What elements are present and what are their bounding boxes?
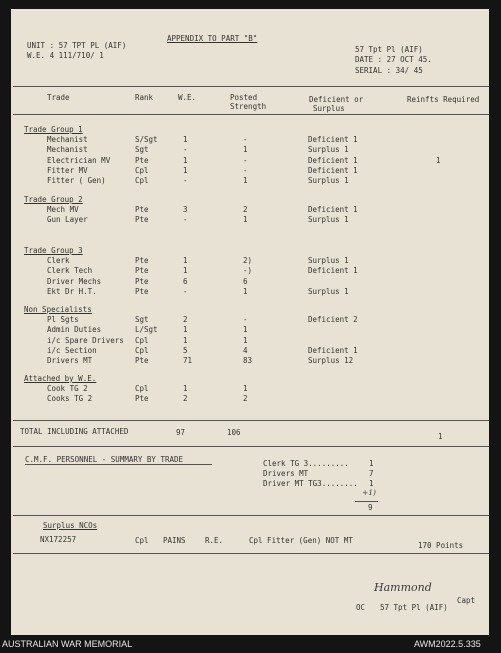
- surplus-rank: Cpl: [135, 536, 149, 545]
- summary-total: 9: [368, 503, 373, 512]
- row-status: Deficient 1: [308, 266, 358, 276]
- we-line: W.E. 4 111/710/ 1: [27, 51, 104, 60]
- row-trade: Drivers MT: [47, 356, 93, 365]
- row-we: 1: [183, 155, 188, 165]
- col-trade: Trade: [47, 93, 70, 102]
- row-we: 3: [183, 205, 188, 215]
- row-status: Surplus 12: [308, 356, 354, 365]
- surplus-desc: Cpl Fitter (Gen) NOT MT: [249, 536, 353, 545]
- col-surplus: Surplus: [313, 104, 345, 113]
- row-trade: Clerk Tech: [47, 266, 93, 276]
- row-we: 6: [183, 276, 188, 286]
- row-trade: Admin Duties: [47, 325, 102, 335]
- row-trade: Mechanist: [47, 145, 88, 155]
- row-status: Surplus 1: [308, 145, 349, 155]
- row-posted: -: [243, 155, 248, 165]
- row-rank: Cpl: [135, 345, 149, 355]
- row-posted: 2: [243, 394, 248, 404]
- row-rank: Cpl: [135, 176, 149, 185]
- row-status: Surplus 1: [308, 215, 349, 225]
- row-rank: S/Sgt: [135, 135, 158, 145]
- row-trade: Clerk: [47, 256, 70, 266]
- row-posted: 1: [243, 286, 248, 296]
- horizontal-rule: [13, 420, 489, 421]
- summary-title: C.M.F. PERSONNEL - SUMMARY BY TRADE: [25, 455, 184, 464]
- row-we: 1: [183, 256, 188, 266]
- row-rank: Pte: [135, 155, 149, 165]
- signature: Hammond: [374, 581, 432, 594]
- summary-value: 7: [369, 469, 374, 478]
- row-we: -: [183, 145, 188, 155]
- group-title: Trade Group 2: [24, 195, 83, 204]
- summary-value: 1: [369, 459, 374, 468]
- row-status: Deficient 2: [308, 315, 358, 325]
- header-unit: 57 Tpt Pl (AIF): [355, 45, 423, 54]
- row-status: Deficient 1: [308, 135, 358, 145]
- surplus-name: PAINS: [163, 536, 186, 545]
- row-posted: -): [243, 266, 253, 276]
- row-trade: Fitter ( Gen): [47, 176, 106, 185]
- row-trade: i/c Spare Drivers: [47, 335, 124, 345]
- row-trade: Cook TG 2: [47, 384, 88, 394]
- horizontal-rule: [13, 86, 489, 87]
- row-status: Surplus 1: [308, 256, 349, 266]
- row-we: 1: [183, 335, 188, 345]
- row-we: 1: [183, 135, 188, 145]
- row-we: 1: [183, 384, 188, 394]
- surplus-number: NX172257: [40, 535, 77, 544]
- signature-rank: Capt: [457, 596, 476, 605]
- col-deficient: Deficient or: [309, 95, 364, 104]
- row-rank: Sgt: [135, 145, 149, 155]
- row-trade: Mechanist: [47, 135, 88, 145]
- row-we: 5: [183, 345, 188, 355]
- row-we: 1: [183, 325, 188, 335]
- row-rank: Pte: [135, 266, 149, 276]
- row-reinf: 1: [436, 155, 441, 165]
- row-trade: i/c Section: [47, 345, 97, 355]
- row-rank: Pte: [135, 286, 149, 296]
- col-rank: Rank: [135, 93, 154, 102]
- col-posted: Posted: [230, 93, 258, 102]
- row-posted: -: [243, 315, 248, 325]
- horizontal-rule: [13, 446, 489, 447]
- row-we: 2: [183, 394, 188, 404]
- row-trade: Gun Layer: [47, 215, 88, 225]
- row-status: Deficient 1: [308, 155, 358, 165]
- row-rank: Cpl: [135, 165, 149, 175]
- total-reinf: 1: [438, 432, 443, 441]
- row-posted: 1: [243, 215, 248, 225]
- signature-oc: OC: [356, 603, 366, 612]
- row-posted: -: [243, 165, 248, 175]
- group-title: Trade Group 3: [24, 246, 83, 255]
- col-strength: Strength: [230, 102, 267, 111]
- row-rank: Pte: [135, 356, 149, 365]
- row-posted: 1: [243, 335, 248, 345]
- row-trade: Driver Mechs: [47, 276, 102, 286]
- row-trade: Mech MV: [47, 205, 79, 215]
- row-rank: L/Sgt: [135, 325, 158, 335]
- signature-unit: 57 Tpt Pl (AIF): [380, 603, 448, 612]
- row-we: 1: [183, 266, 188, 276]
- horizontal-rule: [25, 464, 212, 465]
- horizontal-rule: [355, 501, 378, 502]
- row-rank: Cpl: [135, 335, 149, 345]
- row-rank: Pte: [135, 215, 149, 225]
- summary-value: 1: [369, 479, 374, 488]
- row-we: -: [183, 286, 188, 296]
- row-posted: 1: [243, 384, 248, 394]
- row-posted: -: [243, 135, 248, 145]
- row-we: 2: [183, 315, 188, 325]
- row-we: 71: [183, 356, 193, 365]
- group-title: Trade Group 1: [24, 125, 83, 134]
- row-rank: Pte: [135, 394, 149, 404]
- summary-label: Clerk TG 3.........: [263, 459, 349, 468]
- row-rank: Pte: [135, 205, 149, 215]
- row-posted: 1: [243, 145, 248, 155]
- header-serial: SERIAL : 34/ 45: [355, 66, 423, 75]
- surplus-initials: R.E.: [205, 536, 224, 545]
- summary-subtotal-mark: +1): [362, 488, 376, 497]
- row-status: Deficient 1: [308, 205, 358, 215]
- row-trade: Cooks TG 2: [47, 394, 93, 404]
- total-we: 97: [176, 428, 186, 437]
- row-trade: Ekt Dr H.T.: [47, 286, 97, 296]
- row-rank: Pte: [135, 276, 149, 286]
- row-trade: Electrician MV: [47, 155, 111, 165]
- row-status: Surplus 1: [308, 176, 349, 185]
- horizontal-rule: [13, 114, 489, 115]
- surplus-title: Surplus NCOs: [43, 521, 98, 530]
- header-date: DATE : 27 OCT 45.: [355, 55, 432, 64]
- row-posted: 2): [243, 256, 253, 266]
- row-status: Surplus 1: [308, 286, 349, 296]
- footer-credit: AUSTRALIAN WAR MEMORIAL: [2, 639, 133, 649]
- row-posted: 2: [243, 205, 248, 215]
- group-title: Non Specialists: [24, 305, 92, 314]
- col-we: W.E.: [178, 93, 197, 102]
- row-status: Deficient 1: [308, 345, 358, 355]
- surplus-points: 170 Points: [418, 541, 464, 550]
- row-rank: Sgt: [135, 315, 149, 325]
- document-page: [11, 9, 489, 635]
- row-posted: 1: [243, 176, 248, 185]
- group-title: Attached by W.E.: [24, 374, 97, 383]
- horizontal-rule: [13, 515, 489, 516]
- row-we: 1: [183, 165, 188, 175]
- row-status: Deficient 1: [308, 165, 358, 175]
- footer-accession: AWM2022.5.335: [414, 639, 481, 649]
- unit-line: UNIT : 57 TPT PL (AIF): [27, 41, 127, 50]
- appendix-title: APPENDIX TO PART "B": [167, 34, 258, 43]
- row-rank: Cpl: [135, 384, 149, 394]
- col-reinfts: Reinfts Required: [407, 95, 480, 104]
- summary-label: Driver MT TG3........: [263, 479, 358, 488]
- row-trade: Pl Sgts: [47, 315, 79, 325]
- row-trade: Fitter MV: [47, 165, 88, 175]
- row-rank: Pte: [135, 256, 149, 266]
- total-posted: 106: [227, 428, 241, 437]
- horizontal-rule: [13, 553, 489, 554]
- summary-label: Drivers MT: [263, 469, 309, 478]
- row-posted: 1: [243, 325, 248, 335]
- row-posted: 4: [243, 345, 248, 355]
- row-posted: 6: [243, 276, 248, 286]
- total-label: TOTAL INCLUDING ATTACHED: [20, 427, 129, 436]
- row-we: -: [183, 215, 188, 225]
- row-posted: 83: [243, 356, 253, 365]
- row-we: -: [183, 176, 188, 185]
